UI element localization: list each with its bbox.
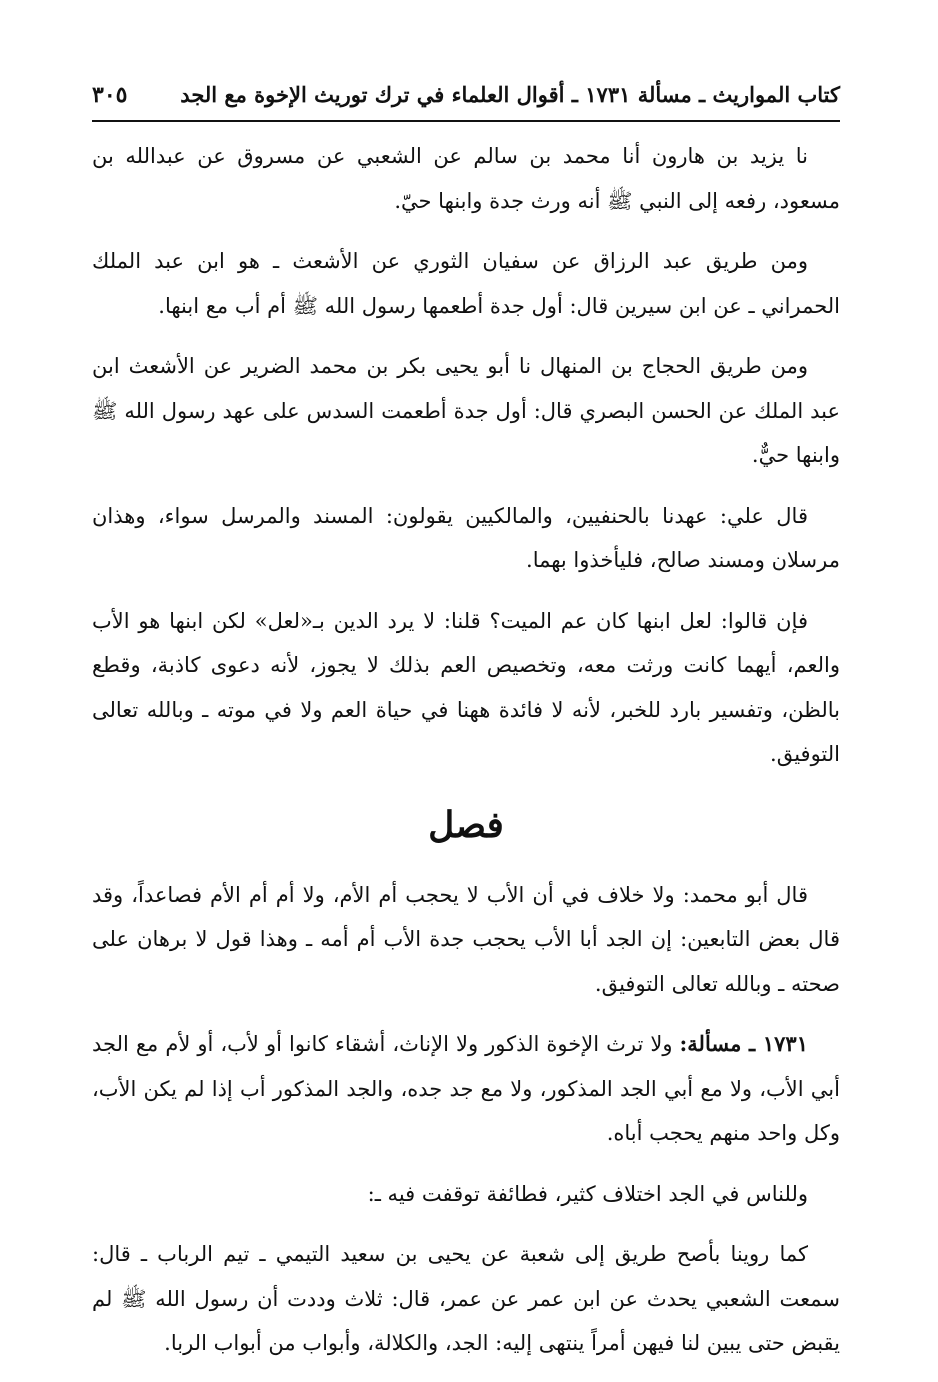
page-header: [92, 70, 840, 122]
issue-paragraph: [92, 1022, 840, 1156]
paragraph: وللناس في الجد اختلاف كثير، فطائفة توقفت فيه ـ:: [367, 1181, 808, 1206]
page-body: [92, 134, 840, 1366]
paragraph: ومن طريق الحجاج بن المنهال نا أبو يحيى بكر بن محمد الضرير عن الأشعث ابن عبد الملك عن الحسن البصري قال: أول جدة أطعمت السدس على عهد رسول الله ﷺ وابنها حيٌّ.: [92, 354, 840, 467]
paragraph: قال علي: عهدنا بالحنفيين، والمالكيين يقولون: المسند والمرسل سواء، وهذان مرسلان ومسند صالح، فليأخذوا بهما.: [92, 503, 840, 572]
issue-number: ١٧٣١ ـ مسألة:: [679, 1031, 808, 1056]
paragraph: ومن طريق عبد الرزاق عن سفيان الثوري عن الأشعث ـ هو ابن عبد الملك الحمراني ـ عن ابن سيرين قال: أول جدة أطعمها رسول الله ﷺ أم أب مع ابنها.: [92, 249, 840, 318]
page-number: ٣٠٥: [92, 82, 128, 108]
paragraph: فإن قالوا: لعل ابنها كان عم الميت؟ قلنا: لا يرد الدين بـ«لعل» لكن ابنها هو الأب والعم، أيهما كانت ورثت معه، وتخصيص العم بذلك لا يجوز، لأنه دعوى كاذبة، وقطع بالظن، وتفسير بارد للخبر، لأنه لا فائدة ههنا في حياة العم ولا في موته ـ وبالله تعالى التوفيق.: [92, 608, 840, 766]
paragraph: نا يزيد بن هارون أنا محمد بن سالم عن الشعبي عن مسروق عن عبدالله بن مسعود، رفعه إلى النبي ﷺ أنه ورث جدة وابنها حيّ.: [92, 144, 840, 213]
paragraph: كما روينا بأصح طريق إلى شعبة عن يحيى بن سعيد التيمي ـ تيم الرباب ـ قال: سمعت الشعبي يحدث عن ابن عمر عن عمر، قال: ثلاث وددت أن رسول الله ﷺ لم يقبض حتى يبين لنا فيهن أمراً ينتهى إليه: الجد، والكلالة، وأبواب من أبواب الربا.: [92, 1242, 840, 1355]
issue-text: ولا ترث الإخوة الذكور ولا الإناث، أشقاء كانوا أو لأب، أو لأم مع الجد أبي الأب، ولا مع أبي الجد المذكور، ولا مع جد جده، والجد المذكور أب إذا لم يكن الأب، وكل واحد منهم يحجب أباه.: [92, 1032, 840, 1145]
document-page: [92, 70, 840, 1382]
running-title: كتاب المواريث ـ مسألة ١٧٣١ ـ أقوال العلماء في ترك توريث الإخوة مع الجد: [180, 82, 840, 107]
paragraph: قال أبو محمد: ولا خلاف في أن الأب لا يحجب أم الأم، ولا أم أم الأم فصاعداً، وقد قال بعض التابعين: إن الجد أبا الأب يحجب جدة الأب أم أمه ـ وهذا قول لا برهان على صحته ـ وبالله تعالى التوفيق.: [92, 882, 840, 996]
section-heading: فصل: [428, 803, 504, 846]
